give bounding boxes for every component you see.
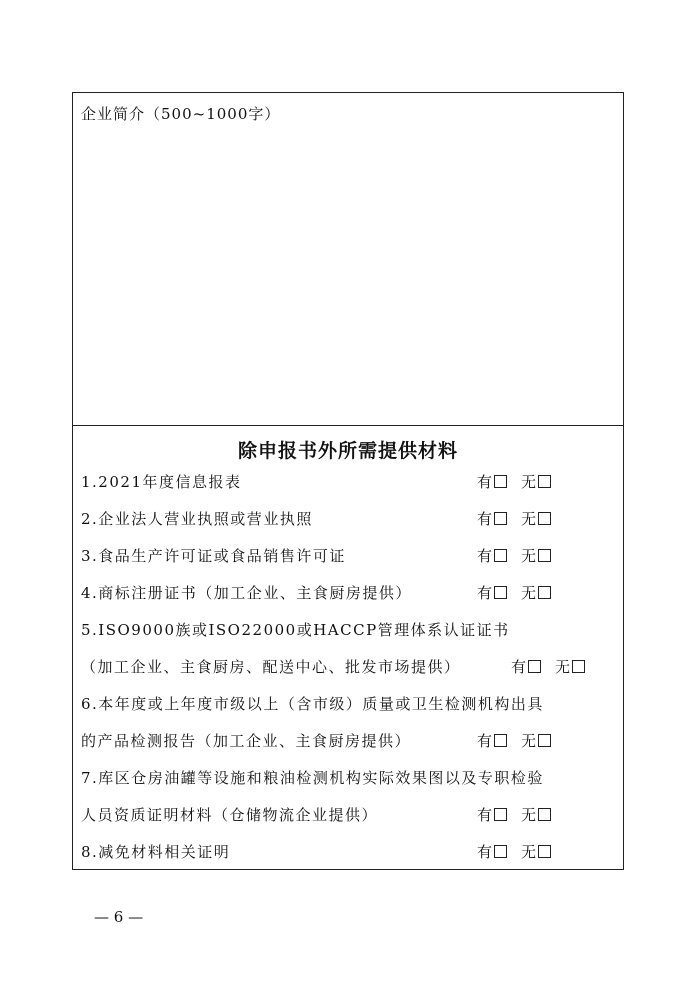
yes-label: 有 bbox=[477, 732, 493, 750]
material-item-7-choice bbox=[477, 804, 565, 825]
yes-checkbox[interactable] bbox=[494, 475, 507, 488]
material-item-4-choice bbox=[477, 582, 565, 603]
material-item-5-text-cont: （加工企业、主食厨房、配送中心、批发市场提供） bbox=[81, 658, 461, 676]
material-item-4-text: 4.商标注册证书（加工企业、主食厨房提供） bbox=[81, 584, 412, 602]
no-checkbox[interactable] bbox=[538, 808, 551, 821]
no-label: 无 bbox=[521, 473, 537, 491]
yes-checkbox[interactable] bbox=[494, 734, 507, 747]
page-number: — 6 — bbox=[94, 908, 144, 926]
no-label: 无 bbox=[521, 510, 537, 528]
material-item-7-text: 7.库区仓房油罐等设施和粮油检测机构实际效果图以及专职检验 bbox=[81, 769, 544, 787]
no-label: 无 bbox=[521, 584, 537, 602]
material-item-1-text: 1.2021年度信息报表 bbox=[81, 473, 242, 491]
yes-label: 有 bbox=[477, 584, 493, 602]
no-checkbox[interactable] bbox=[538, 475, 551, 488]
no-checkbox[interactable] bbox=[538, 845, 551, 858]
no-label: 无 bbox=[521, 732, 537, 750]
no-checkbox[interactable] bbox=[538, 512, 551, 525]
material-item-7-text-cont: 人员资质证明材料（仓储物流企业提供） bbox=[81, 806, 379, 824]
no-checkbox[interactable] bbox=[538, 549, 551, 562]
yes-label: 有 bbox=[477, 510, 493, 528]
yes-label: 有 bbox=[477, 473, 493, 491]
material-item-6-choice bbox=[477, 730, 565, 751]
material-item-3-choice bbox=[477, 545, 565, 566]
no-checkbox[interactable] bbox=[572, 660, 585, 673]
no-label: 无 bbox=[521, 843, 537, 861]
yes-checkbox[interactable] bbox=[494, 808, 507, 821]
yes-label: 有 bbox=[511, 658, 527, 676]
material-item-2-text: 2.企业法人营业执照或营业执照 bbox=[81, 510, 313, 528]
required-materials-title: 除申报书外所需提供材料 bbox=[237, 440, 458, 462]
no-checkbox[interactable] bbox=[538, 734, 551, 747]
material-item-6-text: 6.本年度或上年度市级以上（含市级）质量或卫生检测机构出具 bbox=[81, 695, 544, 713]
yes-label: 有 bbox=[477, 806, 493, 824]
material-item-8-text: 8.减免材料相关证明 bbox=[81, 843, 231, 861]
material-item-8-choice bbox=[477, 841, 565, 862]
material-item-3-text: 3.食品生产许可证或食品销售许可证 bbox=[81, 547, 346, 565]
material-item-5-text: 5.ISO9000族或ISO22000或HACCP管理体系认证证书 bbox=[81, 621, 510, 639]
no-label: 无 bbox=[555, 658, 571, 676]
yes-checkbox[interactable] bbox=[494, 549, 507, 562]
no-label: 无 bbox=[521, 547, 537, 565]
yes-label: 有 bbox=[477, 843, 493, 861]
yes-checkbox[interactable] bbox=[494, 586, 507, 599]
material-item-6-text-cont: 的产品检测报告（加工企业、主食厨房提供） bbox=[81, 732, 412, 750]
material-item-2-choice bbox=[477, 508, 565, 529]
company-intro-label: 企业简介（500~1000字） bbox=[81, 105, 281, 123]
no-checkbox[interactable] bbox=[538, 586, 551, 599]
yes-checkbox[interactable] bbox=[494, 845, 507, 858]
no-label: 无 bbox=[521, 806, 537, 824]
yes-label: 有 bbox=[477, 547, 493, 565]
application-form-table bbox=[72, 92, 624, 870]
company-intro-section bbox=[73, 93, 623, 426]
yes-checkbox[interactable] bbox=[528, 660, 541, 673]
yes-checkbox[interactable] bbox=[494, 512, 507, 525]
material-item-1-choice bbox=[477, 471, 565, 492]
material-item-5-choice bbox=[511, 656, 599, 677]
required-materials-section bbox=[73, 426, 623, 869]
